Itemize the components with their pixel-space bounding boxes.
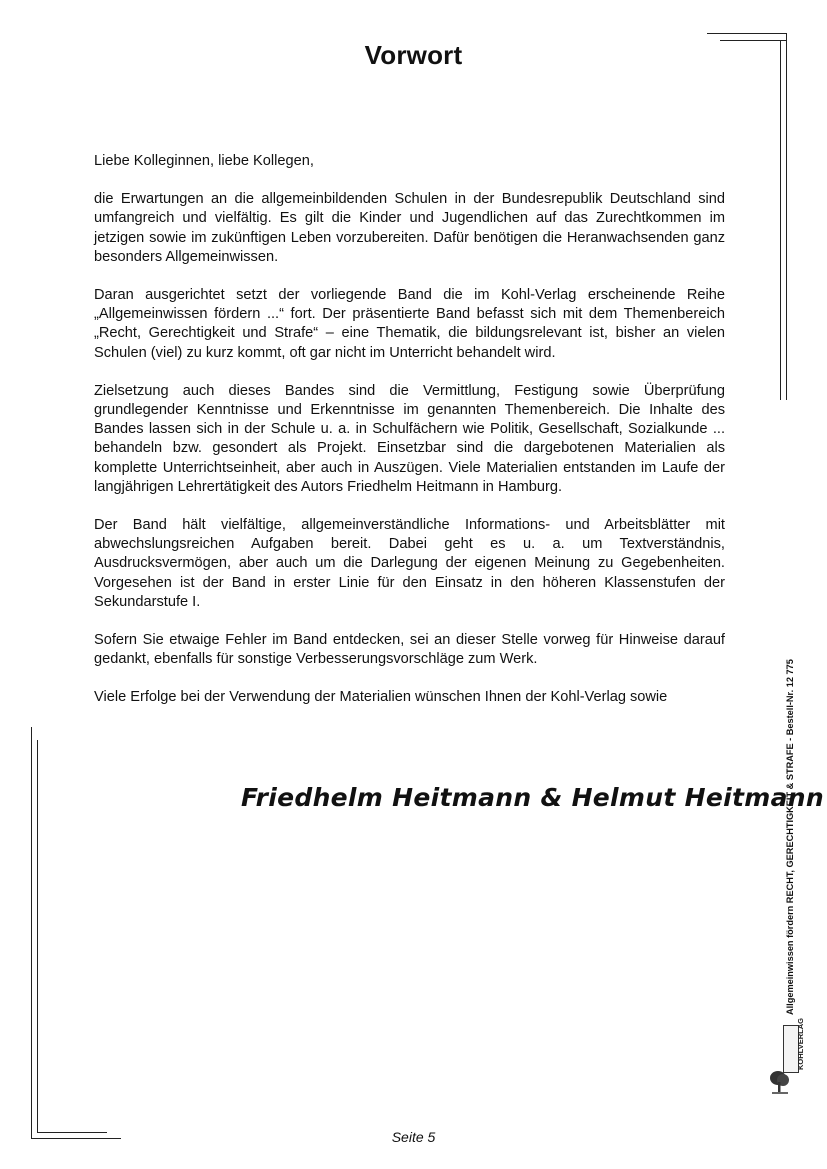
page-title: Vorwort xyxy=(364,40,463,70)
paragraph: Der Band hält vielfältige, allgemeinverständliche Informations- und Arbeitsblätter mit abwechslungsreichen Aufgaben bereit. Dabei geht es u. a. um Textverständnis, Ausdrucksvermögen, aber auch um die Darlegung der eigenen Meinung zu Gegebenheiten. Vorgesehen ist der Band in erster Linie für den Einsatz in den höheren Klassenstufen der Sekundarstufe I. xyxy=(94,517,725,610)
salutation: Liebe Kolleginnen, liebe Kollegen, xyxy=(94,153,314,169)
signature: Friedhelm Heitmann & Helmut Heitmann xyxy=(241,783,824,812)
paragraph: die Erwartungen an die allgemeinbildenden Schulen in der Bundesrepublik Deutschland sind umfangreich und vielfältig. Es gilt die Kinder und Jugendlichen auf das Zurechtkommen im jetzigen sowie im zukünftigen Leben vorzubereiten. Dafür benötigen die Heranwachsenden ganz besonders Allgemeinwissen. xyxy=(94,191,725,265)
frame-top-right-h xyxy=(707,33,787,34)
frame-right-v xyxy=(780,40,781,400)
paragraph: Daran ausgerichtet setzt der vorliegende Band die im Kohl-Verlag erscheinende Reihe „Allgemeinwissen fördern ...“ fort. Der präsentierte Band befasst sich mit dem Themenbereich „Recht, Gerechtigkeit und Strafe“ – eine Thematik, die bildungsrelevant ist, bisher an vielen Schulen (viel) zu kurz kommt, oft gar nicht im Unterricht behandelt wird. xyxy=(94,287,725,361)
page-number: Seite 5 xyxy=(391,1129,436,1145)
side-order-label: Allgemeinwissen fördern RECHT, GERECHTIGKEIT & STRAFE - Bestell-Nr. 12 775 xyxy=(785,659,795,1015)
publisher-logo-text: KOHLVERLAG xyxy=(796,1018,805,1070)
closing-line: Viele Erfolge bei der Verwendung der Materialien wünschen Ihnen der Kohl-Verlag sowie xyxy=(94,689,668,706)
frame-left-v xyxy=(31,727,32,1139)
frame-right-v2 xyxy=(786,33,787,400)
body-text xyxy=(94,152,725,727)
frame-left-v2 xyxy=(37,740,38,1133)
tree-icon xyxy=(768,1068,792,1094)
paragraph: Zielsetzung auch dieses Bandes sind die Vermittlung, Festigung sowie Überprüfung grundlegender Kenntnisse und Erkenntnisse im genannten Themenbereich. Die Inhalte des Bandes lassen sich in der Schule u. a. in Schulfächern wie Politik, Gesellschaft, Sozialkunde ... behandeln bzw. gesondert als Projekt. Einsetzbar sind die dargebotenen Materialien als komplette Unterrichtseinheit, aber auch in Auszügen. Viele Materialien entstanden im Laufe der langjährigen Lehrertätigkeit des Autors Friedhelm Heitmann in Hamburg. xyxy=(94,382,725,495)
paragraph: Sofern Sie etwaige Fehler im Band entdecken, sei an dieser Stelle vorweg für Hinweise darauf gedankt, ebenfalls für sonstige Verbesserungsvorschläge zum Werk. xyxy=(94,632,725,668)
